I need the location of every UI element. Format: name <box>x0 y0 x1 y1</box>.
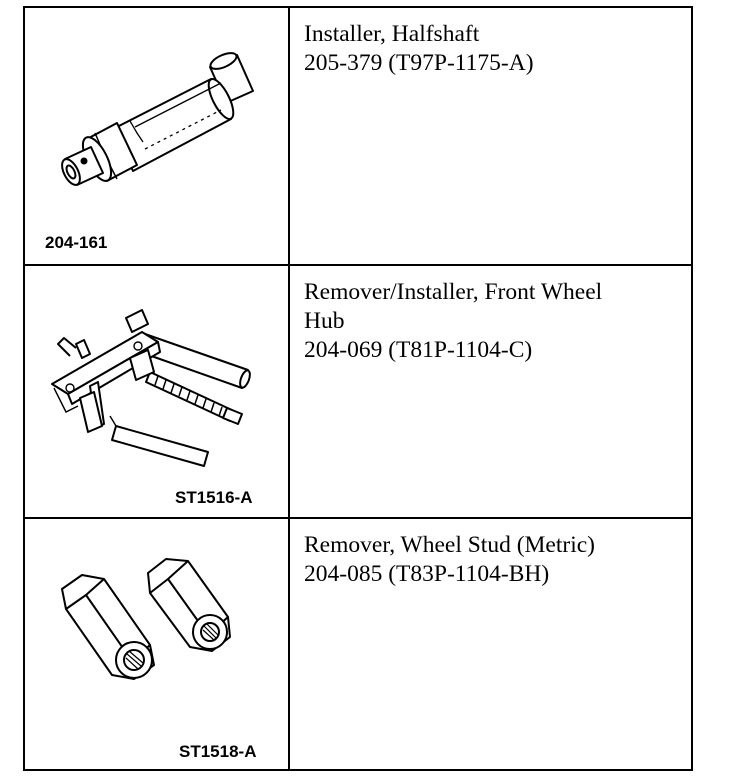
halfshaft-installer-illustration <box>25 8 288 266</box>
special-tools-table <box>23 6 693 771</box>
tool-name: Installer, Halfshaft <box>304 21 480 47</box>
tool-name-line-1: Remover/Installer, Front Wheel <box>304 279 603 305</box>
illustration-cell <box>25 8 290 266</box>
illustration-cell <box>25 519 290 771</box>
tool-description <box>304 278 683 365</box>
illustration-code: 204-161 <box>45 233 108 252</box>
illustration-code: ST1518-A <box>179 742 257 761</box>
hub-remover-installer-illustration <box>25 266 288 519</box>
tool-row <box>25 8 691 266</box>
description-cell <box>292 8 691 266</box>
tool-row <box>25 264 691 519</box>
wheel-stud-remover-illustration <box>25 519 288 771</box>
tool-number: 205-379 (T97P-1175-A) <box>304 50 534 76</box>
description-cell <box>292 266 691 519</box>
illustration-code: ST1516-A <box>175 488 253 507</box>
tool-row <box>25 517 691 771</box>
tool-name-line-2: Hub <box>304 308 345 334</box>
illustration-cell <box>25 266 290 519</box>
tool-number: 204-085 (T83P-1104-BH) <box>304 561 550 587</box>
tool-number: 204-069 (T81P-1104-C) <box>304 337 533 363</box>
tool-description <box>304 531 683 589</box>
tool-name: Remover, Wheel Stud (Metric) <box>304 532 595 558</box>
description-cell <box>292 519 691 771</box>
tool-description <box>304 20 683 78</box>
